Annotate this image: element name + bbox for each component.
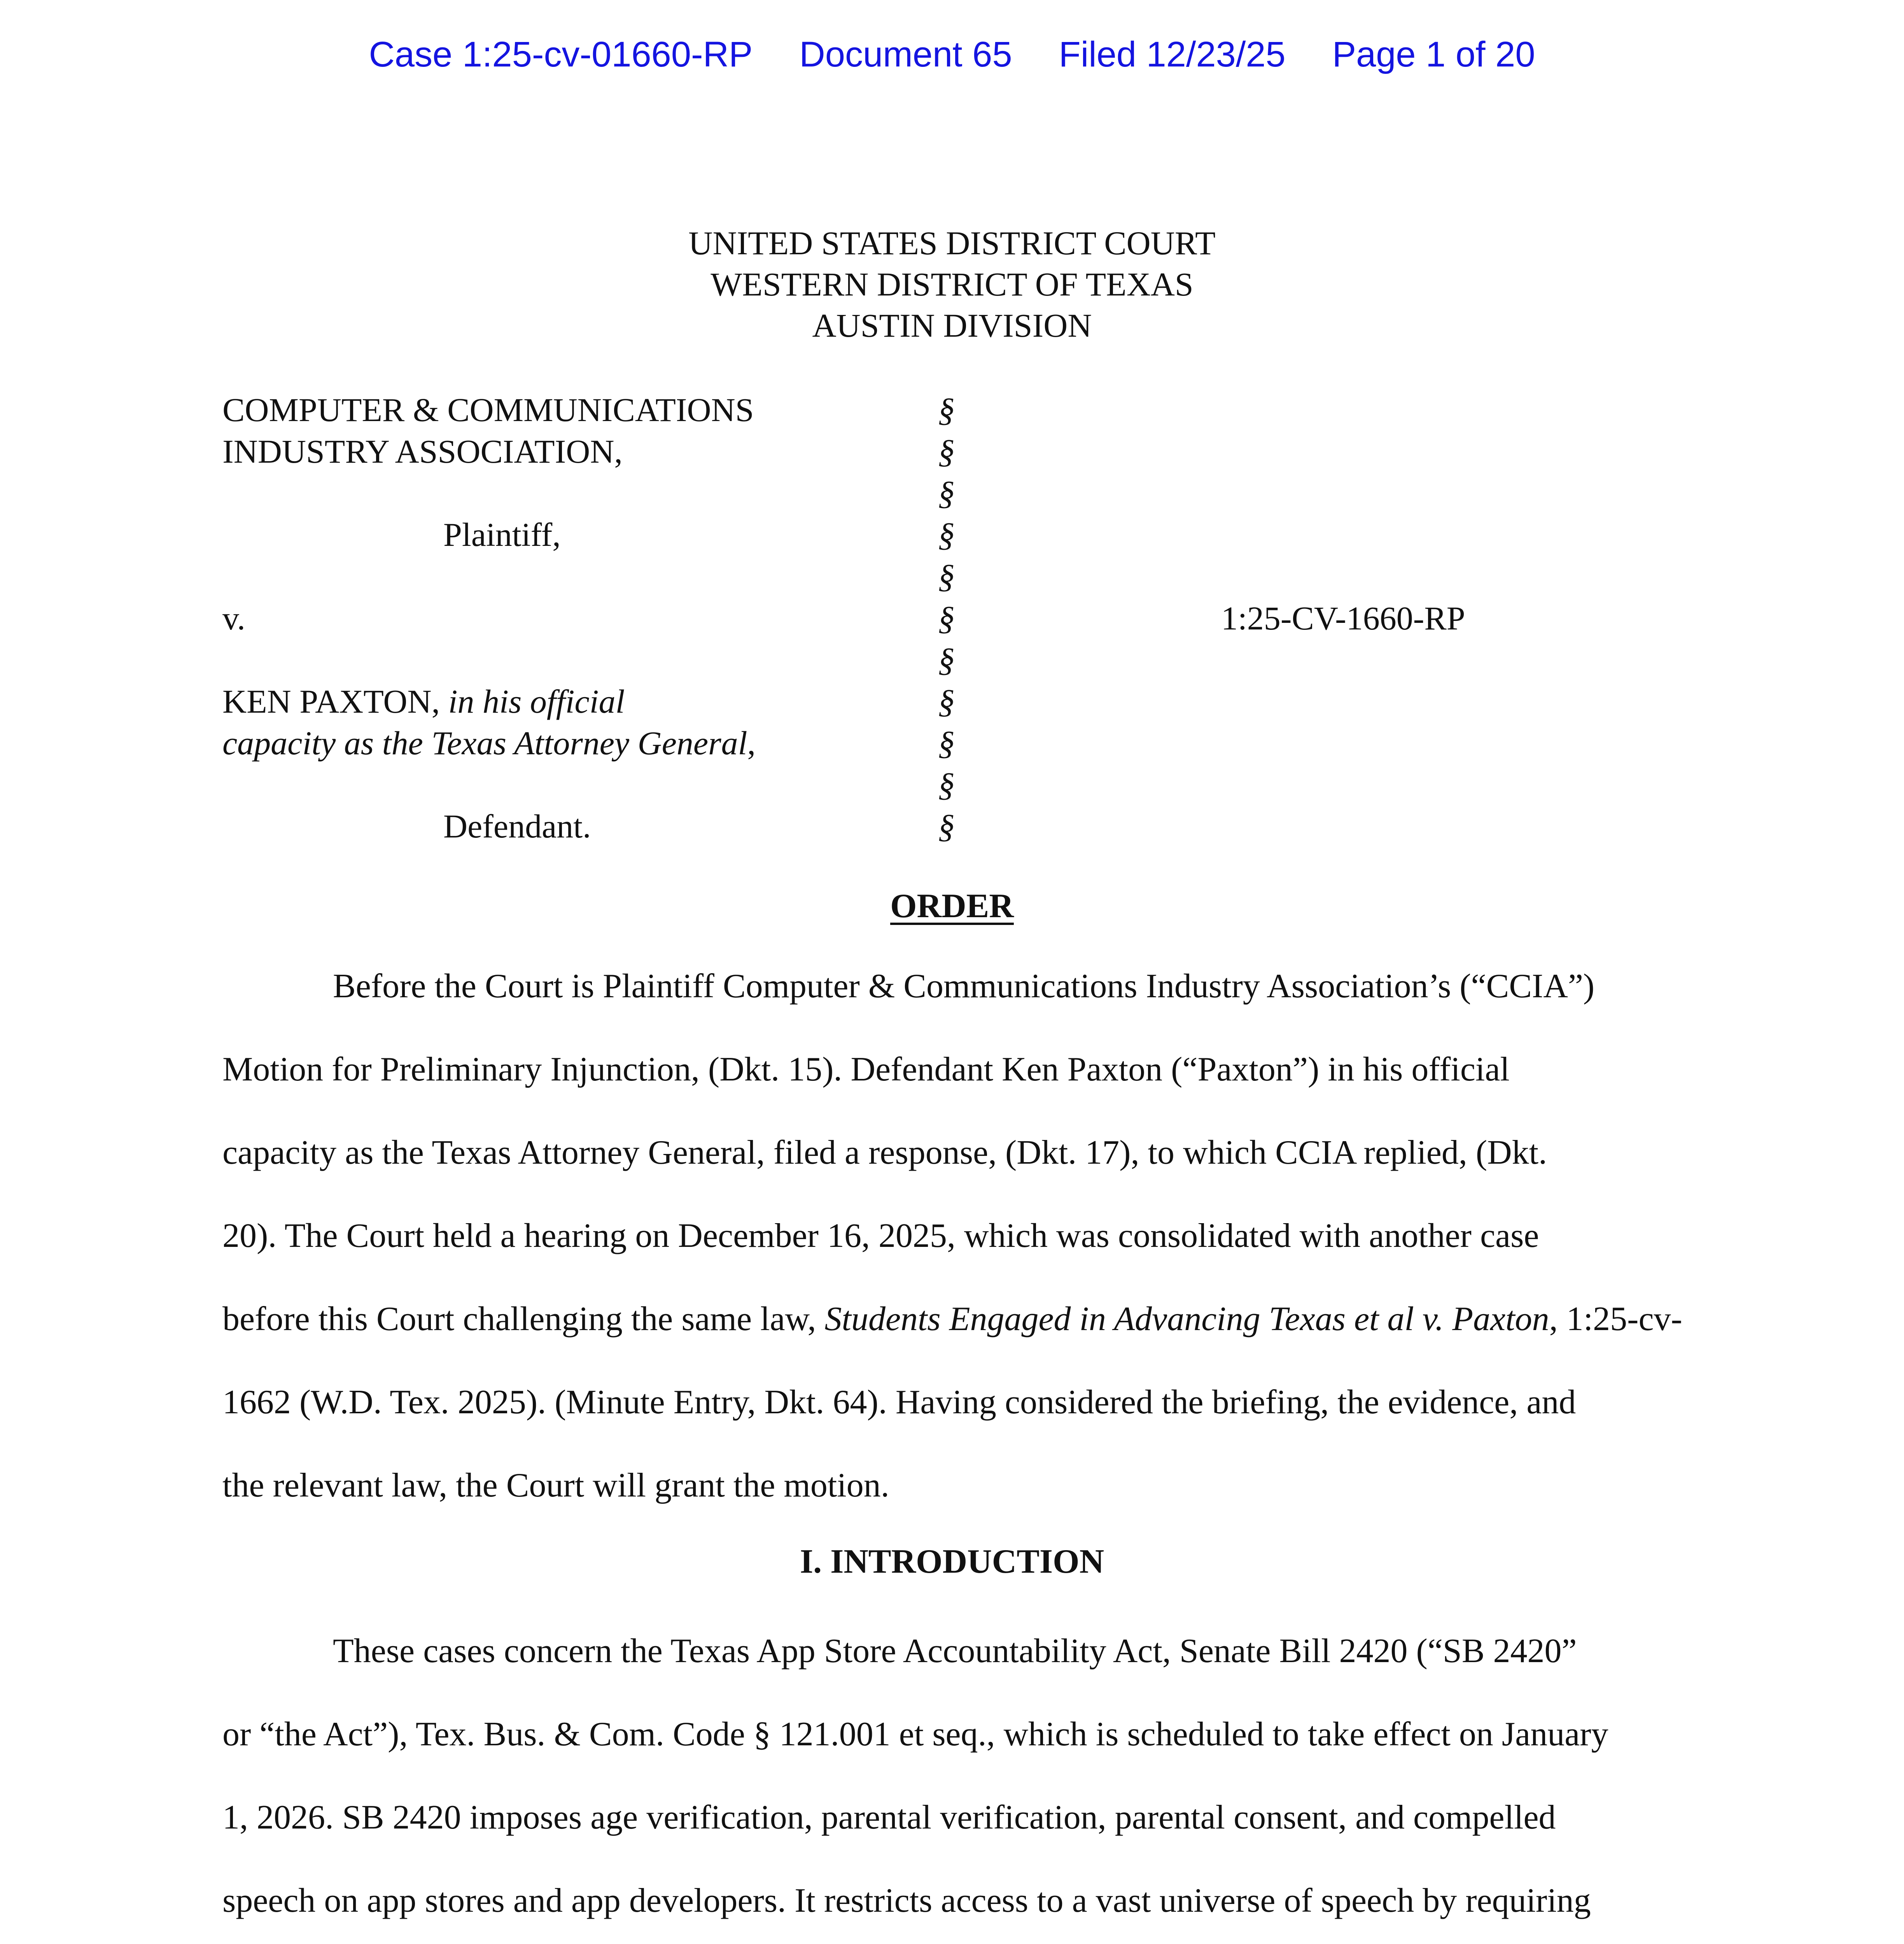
- defendant-capacity-comma: ,: [747, 724, 756, 762]
- paragraph-line: 1, 2026. SB 2420 imposes age verification, parental verification, parental consent, and compelled: [222, 1799, 1556, 1836]
- paragraph-line: or “the Act”), Tex. Bus. & Com. Code § 121.001 et seq., which is scheduled to take effect on January: [222, 1715, 1608, 1753]
- defendant-name-line: [222, 682, 625, 721]
- paragraph-line: [222, 1942, 1666, 1944]
- versus: v.: [222, 600, 245, 637]
- section-symbol: §: [938, 391, 955, 428]
- section-symbol: §: [938, 724, 955, 762]
- ecf-page-count: Page 1 of 20: [1332, 35, 1535, 74]
- defendant-capacity-1: in his official: [448, 683, 625, 720]
- paragraph-line: Motion for Preliminary Injunction, (Dkt. 15). Defendant Ken Paxton (“Paxton”) in his official: [222, 1051, 1510, 1088]
- section-symbol: §: [938, 641, 955, 678]
- court-division: AUSTIN DIVISION: [812, 307, 1092, 344]
- court-district: WESTERN DISTRICT OF TEXAS: [710, 266, 1194, 303]
- paragraph-line: capacity as the Texas Attorney General, filed a response, (Dkt. 17), to which CCIA replied, (Dkt.: [222, 1134, 1547, 1171]
- section-symbol: §: [938, 766, 955, 803]
- paragraph-line: [222, 1278, 1682, 1361]
- text-run: before this Court challenging the same law,: [222, 1300, 825, 1338]
- case-caption: [222, 390, 1778, 857]
- paragraph-line: These cases concern the Texas App Store Accountability Act, Senate Bill 2420 (“SB 2420”: [333, 1632, 1577, 1670]
- defendant-capacity-2: capacity as the Texas Attorney General: [222, 724, 747, 762]
- defendant-role: Defendant.: [443, 808, 591, 845]
- section-symbol: §: [938, 558, 955, 595]
- court-name: UNITED STATES DISTRICT COURT: [688, 224, 1216, 262]
- section-symbol: §: [938, 474, 955, 512]
- plaintiff-role: Plaintiff,: [443, 516, 561, 553]
- defendant-capacity-line: [222, 724, 756, 762]
- paragraph-introduction: [222, 1610, 1666, 1944]
- section-symbol: §: [938, 600, 955, 637]
- ecf-filing-header: [0, 34, 1904, 75]
- defendant-name: KEN PAXTON,: [222, 683, 440, 720]
- paragraph-line: 20). The Court held a hearing on December 16, 2025, which was consolidated with another case: [222, 1217, 1539, 1255]
- order-title: ORDER: [890, 887, 1014, 925]
- case-citation-italic: Students Engaged in Advancing Texas et al v. Paxton: [824, 1300, 1549, 1338]
- plaintiff-name-line1: COMPUTER & COMMUNICATIONS: [222, 391, 754, 428]
- section-heading-introduction: I. INTRODUCTION: [800, 1543, 1104, 1580]
- ecf-case-number: Case 1:25-cv-01660-RP: [369, 35, 753, 74]
- paragraph-line: 1662 (W.D. Tex. 2025). (Minute Entry, Dkt. 64). Having considered the briefing, the evidence, and: [222, 1383, 1576, 1421]
- ecf-filed-date: Filed 12/23/25: [1059, 35, 1286, 74]
- section-symbol: §: [938, 433, 955, 470]
- paragraph-line: Before the Court is Plaintiff Computer & Communications Industry Association’s (“CCIA”): [333, 967, 1595, 1005]
- plaintiff-name-line2: INDUSTRY ASSOCIATION,: [222, 433, 623, 470]
- text-run: , 1:25-cv-: [1549, 1300, 1682, 1338]
- court-heading: [0, 222, 1904, 346]
- section-symbol: §: [938, 683, 955, 720]
- section-symbol: §: [938, 808, 955, 845]
- paragraph-background: [222, 945, 1682, 1527]
- paragraph-line: the relevant law, the Court will grant the motion.: [222, 1467, 889, 1504]
- paragraph-line: speech on app stores and app developers. It restricts access to a vast universe of speech by requiring: [222, 1882, 1591, 1920]
- ecf-document-number: Document 65: [799, 35, 1012, 74]
- section-symbol: §: [938, 516, 955, 553]
- case-number: 1:25-CV-1660-RP: [1221, 600, 1465, 637]
